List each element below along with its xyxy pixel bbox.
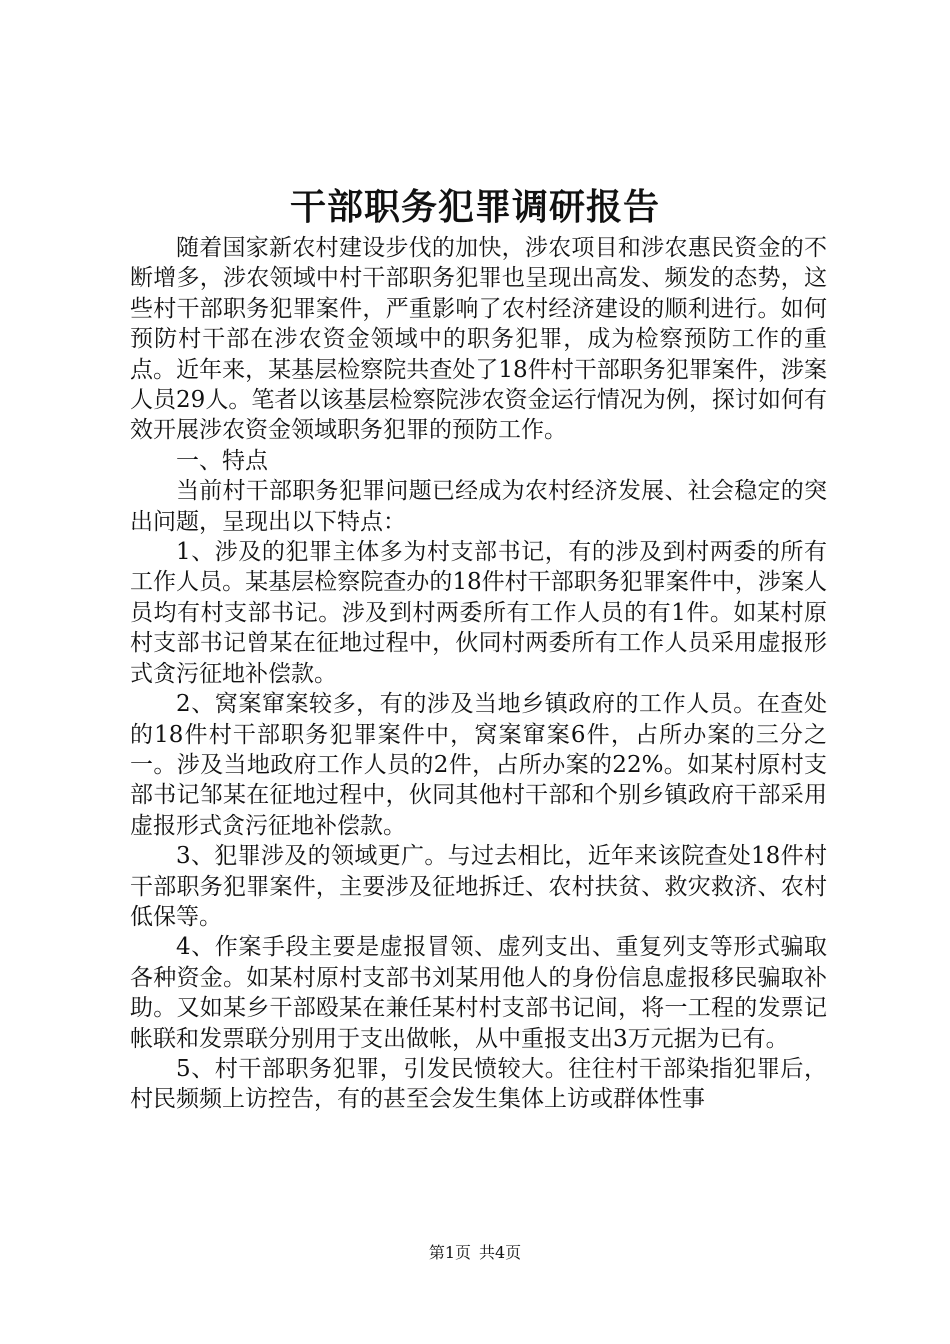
section-heading-features: 一、特点 <box>176 447 268 474</box>
page-footer <box>0 1242 950 1264</box>
paragraph-feature-4: 4、作案手段主要是虚报冒领、虚列支出、重复列支等形式骗取各种资金。如某村原村支部书刘某用他人的身份信息虚报移民骗取补助。又如某乡干部殴某在兼任某村村支部书记间，将一工程的发票记帐联和发票联分别用于支出做帐，从中重报支出3万元据为已有。 <box>130 934 827 1052</box>
document-title: 干部职务犯罪调研报告 <box>289 186 660 228</box>
page-number: 第1页 <box>428 1243 471 1262</box>
paragraph-intro: 随着国家新农村建设步伐的加快，涉农项目和涉农惠民资金的不断增多，涉农领域中村干部职务犯罪也呈现出高发、频发的态势，这些村干部职务犯罪案件，严重影响了农村经济建设的顺利进行。如何预防村干部在涉农资金领域中的职务犯罪，成为检察预防工作的重点。近年来，某基层检察院共查处了18件村干部职务犯罪案件，涉案人员29人。笔者以该基层检察院涉农资金运行情况为例，探讨如何有效开展涉农资金领域职务犯罪的预防工作。 <box>130 235 827 444</box>
paragraph-features-intro: 当前村干部职务犯罪问题已经成为农村经济发展、社会稳定的突出问题，呈现出以下特点： <box>130 478 827 535</box>
paragraph-feature-3: 3、犯罪涉及的领域更广。与过去相比，近年来该院查处18件村干部职务犯罪案件，主要涉及征地拆迁、农村扶贫、救灾救济、农村低保等。 <box>130 843 827 930</box>
document-body <box>130 233 827 1115</box>
paragraph-feature-1: 1、涉及的犯罪主体多为村支部书记，有的涉及到村两委的所有工作人员。某基层检察院查办的18件村干部职务犯罪案件中，涉案人员均有村支部书记。涉及到村两委所有工作人员的有1件。如某村原村支部书记曾某在征地过程中，伙同村两委所有工作人员采用虚报形式贪污征地补偿款。 <box>130 539 827 687</box>
paragraph-feature-2: 2、窝案窜案较多，有的涉及当地乡镇政府的工作人员。在查处的18件村干部职务犯罪案件中，窝案窜案6件，占所办案的三分之一。涉及当地政府工作人员的2件，占所办案的22%。如某村原村支部书记邹某在征地过程中，伙同其他村干部和个别乡镇政府干部采用虚报形式贪污征地补偿款。 <box>130 691 827 839</box>
paragraph-feature-5: 5、村干部职务犯罪，引发民愤较大。往往村干部染指犯罪后，村民频频上访控告，有的甚至会发生集体上访或群体性事 <box>130 1055 827 1113</box>
page-total: 共4页 <box>479 1243 522 1262</box>
